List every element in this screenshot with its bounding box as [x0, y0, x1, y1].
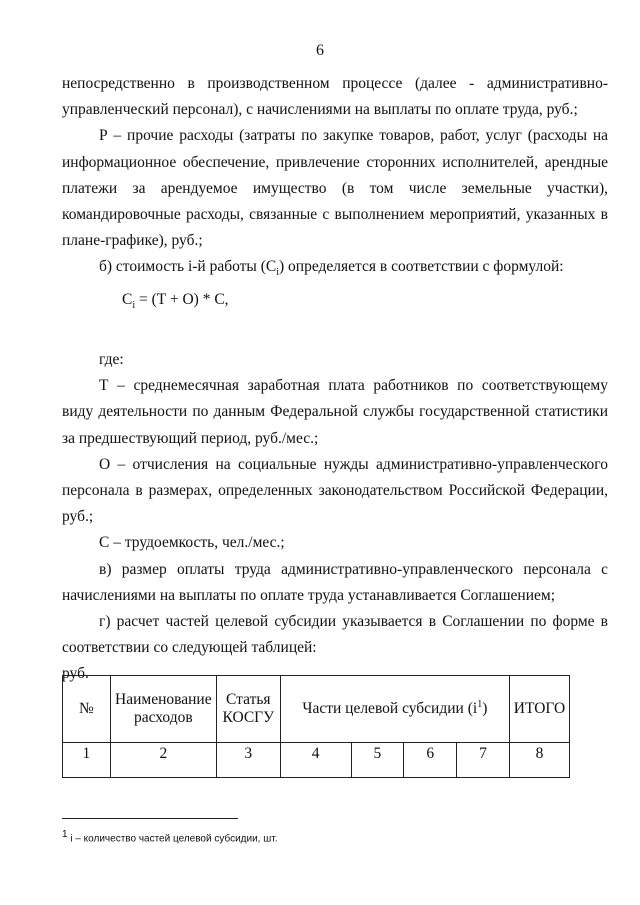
table-number-row	[63, 743, 570, 778]
table-cell: 8	[509, 743, 569, 778]
header-parts: Части целевой субсидии $(i^1)$	[280, 676, 509, 743]
paragraph-gde: где:	[99, 351, 124, 369]
table-cell: 6	[404, 743, 457, 778]
paragraph-v: в) размер оплаты труда административно-управленческого персонала с начислениями на выплаты по оплате труда устанавливается Соглашением;	[62, 560, 608, 604]
table-cell: 7	[457, 743, 510, 778]
table-cell: 1	[63, 743, 111, 778]
header-kosgu: Статья КОСГУ	[216, 676, 280, 743]
footnote-divider	[62, 818, 238, 819]
paragraph-t: Т – среднемесячная заработная плата работников по соответствующему виду деятельности по данным Федеральной службы государственной статистики за предшествующий период, руб./мес.;	[62, 377, 608, 447]
formula: $C_i = (T + O) * C$,	[122, 290, 229, 311]
header-total: ИТОГО	[509, 676, 569, 743]
subsidy-table	[62, 675, 570, 778]
table-cell: 5	[351, 743, 404, 778]
table-cell: 4	[280, 743, 351, 778]
document-body	[62, 71, 608, 688]
table-cell: 2	[110, 743, 216, 778]
table-header-row	[63, 676, 570, 743]
page-number: 6	[316, 42, 324, 59]
table-cell: 3	[216, 743, 280, 778]
unit-label: руб.	[62, 665, 89, 683]
paragraph-g: г) расчет частей целевой субсидии указывается в Соглашении по форме в соответствии со следующей таблицей:	[62, 613, 608, 657]
footnote: $^1$ i – количество частей целевой субсидии, шт.	[62, 829, 278, 845]
header-name: Наименование расходов	[110, 676, 216, 743]
header-number: №	[63, 676, 111, 743]
paragraph-c: С – трудоемкость, чел./мес.;	[99, 534, 285, 552]
paragraph-line-2: управленческий персонал), с начислениями на выплаты по оплате труда, руб.;	[62, 101, 578, 119]
paragraph-o: О – отчисления на социальные нужды административно-управленческого персонала в размерах, определенных законодательством Российской Федерации, руб.;	[62, 455, 608, 526]
paragraph-b: б) стоимость i-й работы $(C_i)$ определяется в соответствии с формулой:	[99, 258, 564, 279]
paragraph-line-1: непосредственно в производственном процессе (далее - административно-	[62, 75, 608, 92]
paragraph-prochie-raskhody: Р – прочие расходы (затраты по закупке товаров, работ, услуг (расходы на информационное обеспечение, привлечение сторонних исполнителей, арендные платежи за арендуемое имущество (в том числе земельные участки), командировочные расходы, связанные с выполнением мероприятий, указанных в плане-графике), руб.;	[62, 127, 608, 250]
